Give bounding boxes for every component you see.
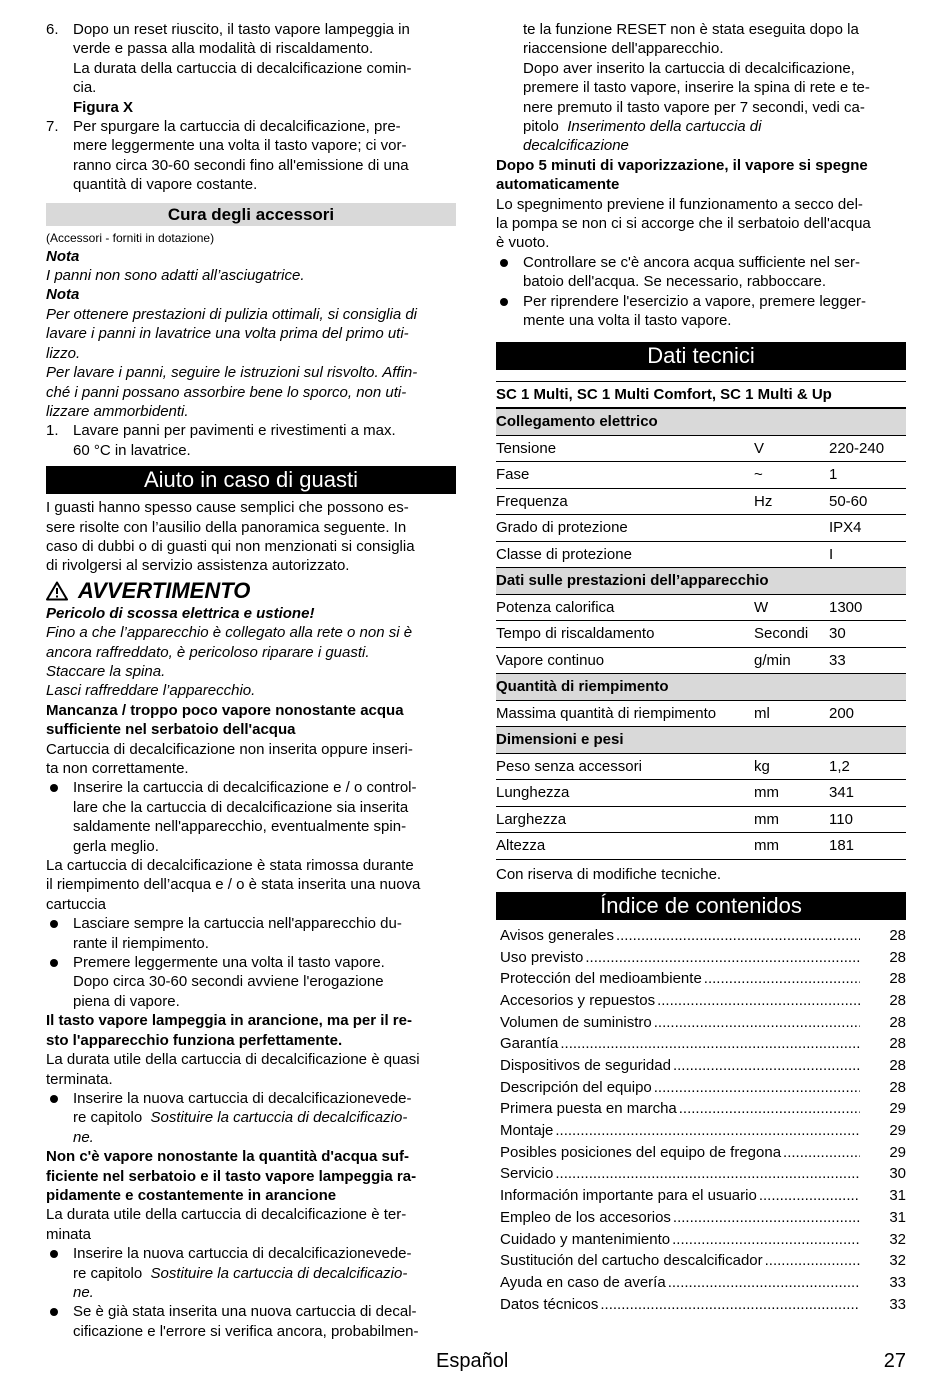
spec-label: Classe di protezione (496, 541, 754, 568)
text-line: rante il riempimento. (73, 934, 209, 952)
text-line: mere leggermente una volta il tasto vapore; ci vor- (73, 137, 407, 155)
remedy-bullet (496, 292, 906, 331)
note-label: Nota (46, 247, 80, 265)
troubleshooting-intro (46, 498, 456, 576)
spec-label: Grado di protezione (496, 515, 754, 542)
text-span: re capitolo (73, 1264, 151, 1282)
fault-cause (46, 856, 456, 914)
text-line: Cartuccia di decalcificazione non inserita oppure inseri- (46, 740, 413, 758)
bullet-icon (50, 1095, 58, 1103)
toc-title: Descripción del equipo (500, 1078, 652, 1096)
text-line: minata (46, 1225, 92, 1243)
toc-entry[interactable] (496, 1208, 906, 1230)
remedy-bullet (46, 914, 456, 953)
bullet-icon (50, 1308, 58, 1316)
toc-page-number: 28 (889, 1078, 906, 1096)
table-group-row (496, 674, 906, 701)
text-line: Fino a che l’apparecchio è collegato alla rete o non si è (46, 624, 413, 642)
text-line: Il tasto vapore lampeggia in arancione, ma per il re- (46, 1012, 412, 1030)
toc-entry[interactable] (496, 1034, 906, 1056)
text-line: Lasci raffreddare l’apparecchio. (46, 682, 256, 700)
note-text: I panni non sono adatti all’asciugatrice. (46, 267, 305, 285)
text-line: mente una volta il tasto vapore. (523, 312, 732, 330)
text-line: di rivolgersi al servizio assistenza autorizzato. (46, 557, 350, 575)
spec-unit: Hz (754, 488, 829, 515)
continued-bullet-text (496, 20, 906, 156)
fault-cause (46, 1205, 456, 1244)
toc-leader-dots (616, 926, 860, 945)
text-line: lizzo. (46, 344, 81, 362)
spec-unit (754, 541, 829, 568)
toc-entry[interactable] (496, 1143, 906, 1165)
toc-entry[interactable] (496, 1164, 906, 1186)
spec-value: 1300 (829, 594, 906, 621)
toc-entry[interactable] (496, 1078, 906, 1100)
text-line: Se è già stata inserita una nuova cartuccia di decal- (73, 1303, 417, 1321)
chapter-reference: Sostituire la cartuccia di decalcificazio- (150, 1264, 408, 1282)
fault-cause (496, 195, 906, 253)
spec-label: Altezza (496, 833, 754, 860)
spec-value: 1,2 (829, 753, 906, 780)
spec-value: IPX4 (829, 515, 906, 542)
text-line: automaticamente (496, 176, 620, 194)
step-7 (46, 117, 456, 195)
spec-unit: ~ (754, 462, 829, 489)
table-model-row (496, 381, 906, 408)
toc-page-number: 28 (889, 1057, 906, 1075)
spec-value: 220-240 (829, 435, 906, 462)
toc-entry[interactable] (496, 1013, 906, 1035)
text-line: Lavare panni per pavimenti e rivestimenti a max. (73, 422, 396, 440)
spec-label: Tensione (496, 435, 754, 462)
toc-entry[interactable] (496, 948, 906, 970)
text-line: Non c'è vapore nonostante la quantità d'acqua suf- (46, 1148, 410, 1166)
toc-entry[interactable] (496, 1121, 906, 1143)
table-row (496, 488, 906, 515)
toc-leader-dots (555, 1121, 860, 1140)
remedy-bullet (46, 1089, 456, 1147)
spec-value: I (829, 541, 906, 568)
text-line: sufficiente nel serbatoio dell'acqua (46, 721, 296, 739)
note-label: Nota (46, 286, 80, 304)
text-line: ancora raffreddato, è pericoloso riparare i guasti. (46, 643, 370, 661)
spec-label: Massima quantità di riempimento (496, 700, 754, 727)
toc-page-number: 28 (889, 926, 906, 944)
text-line: quantità di vapore costante. (73, 176, 258, 194)
note-text (46, 305, 456, 421)
step-number: 7. (46, 118, 59, 136)
spec-value: 200 (829, 700, 906, 727)
toc-page-number: 28 (889, 948, 906, 966)
spec-label: Fase (496, 462, 754, 489)
figure-reference: Figura X (73, 98, 134, 116)
warning-text (46, 623, 456, 701)
text-line: saldamente nell'apparecchio, eventualmente spin- (73, 818, 407, 836)
text-line: pidamente e costantemente in arancione (46, 1186, 337, 1204)
spec-value: 341 (829, 780, 906, 807)
text-line: Dopo aver inserito la cartuccia di decalcificazione, (523, 59, 855, 77)
table-row (496, 806, 906, 833)
toc-leader-dots (654, 1078, 860, 1097)
text-line: lavare i panni in lavatrice una volta prima del primo uti- (46, 325, 409, 343)
fault-cause (46, 1050, 456, 1089)
toc-page-number: 28 (889, 1013, 906, 1031)
text-line: Lo spegnimento previene il funzionamento a secco del- (496, 195, 863, 213)
spec-value: 30 (829, 621, 906, 648)
text-line: sto l'apparecchio funziona perfettamente. (46, 1031, 343, 1049)
remedy-bullet (496, 253, 906, 292)
text-line: caso di dubbi o di guasti qui non menzionati si consiglia (46, 537, 415, 555)
chapter-reference: Inserimento della cartuccia di (567, 118, 762, 136)
toc-title: Uso previsto (500, 948, 584, 966)
step-number: 6. (46, 21, 59, 38)
text-line: piena di vapore. (73, 992, 180, 1010)
group-title: Dati sulle prestazioni dell’apparecchio (496, 568, 906, 595)
table-group-row (496, 408, 906, 435)
spec-value: 50-60 (829, 488, 906, 515)
fault-cause (46, 740, 456, 779)
spec-label: Potenza calorifica (496, 594, 754, 621)
spec-unit: ml (754, 700, 829, 727)
toc-leader-dots (585, 948, 860, 967)
toc-page-number: 28 (889, 991, 906, 1009)
remedy-bullet (46, 778, 456, 856)
section-heading-accessory-care: Cura degli accessori (46, 203, 456, 226)
toc-leader-dots (668, 1273, 860, 1292)
toc-leader-dots (679, 1099, 860, 1118)
remedy-bullet (46, 1244, 456, 1302)
table-row (496, 462, 906, 489)
reserve-note: Con riserva di modifiche tecniche. (496, 865, 722, 883)
toc-page-number: 28 (889, 1035, 906, 1053)
table-row (496, 647, 906, 674)
spec-unit: V (754, 435, 829, 462)
toc-entry[interactable] (496, 1295, 906, 1317)
fault-title (46, 1147, 456, 1205)
table-row (496, 541, 906, 568)
bullet-icon (500, 259, 508, 267)
text-line: Mancanza / troppo poco vapore nonostante acqua (46, 701, 404, 719)
toc-title: Sustitución del cartucho descalcificador (500, 1252, 763, 1270)
text-line: sere risolte con l’ausilio della panoramica seguente. In (46, 518, 407, 536)
table-row (496, 780, 906, 807)
table-row (496, 435, 906, 462)
spec-unit: W (754, 594, 829, 621)
text-line: batoio dell'acqua. Se necessario, rabboccare. (523, 273, 827, 291)
text-line: riaccensione dell'apparecchio. (523, 40, 724, 58)
toc-leader-dots (560, 1034, 860, 1053)
table-row (496, 753, 906, 780)
toc-title: Servicio (500, 1165, 554, 1183)
table-group-row (496, 568, 906, 595)
spec-unit: kg (754, 753, 829, 780)
toc-leader-dots (673, 1208, 860, 1227)
text-line: Dopo circa 30-60 secondi avviene l'erogazione (73, 973, 384, 991)
toc-title: Protección del medioambiente (500, 970, 702, 988)
bullet-icon (50, 1250, 58, 1258)
bullet-icon (500, 298, 508, 306)
text-line: Dopo 5 minuti di vaporizzazione, il vapore si spegne (496, 156, 868, 174)
bullet-icon (50, 920, 58, 928)
group-title: Quantità di riempimento (496, 674, 906, 701)
spec-label: Lunghezza (496, 780, 754, 807)
spec-label: Frequenza (496, 488, 754, 515)
text-line: Premere leggermente una volta il tasto vapore. (73, 954, 385, 972)
toc-title: Montaje (500, 1122, 554, 1140)
text-line: la pompa se non ci si accorge che il serbatoio dell'acqua (496, 215, 871, 233)
text-line: gerla meglio. (73, 837, 159, 855)
toc-entry[interactable] (496, 1099, 906, 1121)
toc-entry[interactable] (496, 1186, 906, 1208)
toc-title: Accesorios y repuestos (500, 991, 656, 1009)
text-line: te la funzione RESET non è stata eseguita dopo la (523, 21, 859, 38)
spec-unit: mm (754, 833, 829, 860)
care-step-1 (46, 421, 456, 460)
spec-label: Tempo di riscaldamento (496, 621, 754, 648)
text-line: Staccare la spina. (46, 662, 166, 680)
toc-page-number: 32 (889, 1230, 906, 1248)
text-line: nere premuto il tasto vapore per 7 secondi, vedi ca- (523, 98, 865, 116)
toc-page-number: 31 (889, 1187, 906, 1205)
section-heading-toc: Índice de contenidos (496, 892, 906, 920)
step-6 (46, 20, 456, 117)
text-line: Per riprendere l'esercizio a vapore, premere legger- (523, 292, 867, 310)
text-line: lare che la cartuccia di decalcificazione sia inserita (73, 798, 409, 816)
toc-leader-dots (600, 1295, 860, 1314)
toc-leader-dots (555, 1164, 860, 1183)
toc-leader-dots (783, 1143, 860, 1162)
text-line (523, 117, 906, 136)
toc-page-number: 28 (889, 970, 906, 988)
toc-title: Información importante para el usuario (500, 1187, 757, 1205)
warning-subtitle: Pericolo di scossa elettrica e ustione! (46, 604, 315, 622)
toc-entry[interactable] (496, 991, 906, 1013)
bullet-icon (50, 959, 58, 967)
toc-page-number: 33 (889, 1295, 906, 1313)
toc-entry[interactable] (496, 1230, 906, 1252)
chapter-reference: Sostituire la cartuccia di decalcificazio- (150, 1109, 408, 1127)
spec-value: 110 (829, 806, 906, 833)
toc-page-number: 30 (889, 1165, 906, 1183)
text-line: terminata. (46, 1070, 113, 1088)
toc-page-number: 29 (889, 1143, 906, 1161)
text-line: La cartuccia di decalcificazione è stata rimossa durante (46, 857, 414, 875)
toc-title: Empleo de los accesorios (500, 1208, 671, 1226)
text-line: ranno circa 30-60 secondi fino all'emissione di una (73, 156, 409, 174)
toc-leader-dots (765, 1251, 860, 1270)
text-line: Per ottenere prestazioni di pulizia ottimali, si consiglia di (46, 305, 418, 323)
toc-leader-dots (672, 1230, 860, 1249)
toc-entry[interactable] (496, 1056, 906, 1078)
text-line: è vuoto. (496, 234, 550, 252)
table-row (496, 515, 906, 542)
text-line (73, 1264, 456, 1283)
section-heading-troubleshooting: Aiuto in caso di guasti (46, 466, 456, 494)
toc-page-number: 33 (889, 1273, 906, 1291)
group-title: Dimensioni e pesi (496, 727, 906, 754)
toc-entry[interactable] (496, 926, 906, 948)
bullet-icon (50, 784, 58, 792)
table-row (496, 594, 906, 621)
toc-title: Dispositivos de seguridad (500, 1057, 671, 1075)
text-line: ta non correttamente. (46, 760, 189, 777)
toc-entry[interactable] (496, 1251, 906, 1273)
toc-title: Garantía (500, 1035, 559, 1053)
right-column (496, 20, 906, 1316)
toc-leader-dots (759, 1186, 860, 1205)
page-number: 27 (883, 1350, 906, 1372)
text-line: lizzare ammorbidenti. (46, 402, 189, 420)
table-row (496, 700, 906, 727)
section-heading-technical-data: Dati tecnici (496, 342, 906, 370)
toc-page-number: 29 (889, 1122, 906, 1140)
table-of-contents (496, 926, 906, 1316)
spec-unit: g/min (754, 647, 829, 674)
text-line: Inserire la cartuccia di decalcificazione e / o control- (73, 779, 417, 797)
text-line: cartuccia (46, 895, 107, 913)
spec-unit (754, 515, 829, 542)
fault-title (496, 156, 906, 195)
text-line: cificazione e l'errore si verifica ancora, probabilmen- (73, 1322, 419, 1340)
toc-title: Datos técnicos (500, 1295, 599, 1313)
text-line: premere il tasto vapore, inserire la spina di rete e te- (523, 79, 870, 97)
toc-entry[interactable] (496, 1273, 906, 1295)
warning-triangle-icon (46, 581, 68, 601)
section-subtitle: (Accessori - forniti in dotazione) (46, 230, 215, 245)
toc-title: Posibles posiciones del equipo de fregona (500, 1143, 782, 1161)
text-line: Inserire la nuova cartuccia di decalcificazionevede- (73, 1089, 412, 1107)
text-line: La durata utile della cartuccia di decalcificazione è quasi (46, 1051, 420, 1069)
remedy-bullet (46, 953, 456, 1011)
text-line: ficiente nel serbatoio e il tasto vapore lampeggia ra- (46, 1167, 417, 1185)
spec-unit: mm (754, 780, 829, 807)
toc-title: Volumen de suministro (500, 1013, 652, 1031)
technical-data-table (496, 381, 906, 860)
toc-title: Primera puesta en marcha (500, 1100, 677, 1118)
text-line: Controllare se c'è ancora acqua sufficiente nel ser- (523, 253, 860, 271)
chapter-reference: ne. (73, 1283, 94, 1301)
table-row (496, 621, 906, 648)
table-group-row (496, 727, 906, 754)
spec-value: 33 (829, 647, 906, 674)
spec-label: Peso senza accessori (496, 753, 754, 780)
toc-page-number: 32 (889, 1252, 906, 1270)
text-line: Per spurgare la cartuccia di decalcificazione, pre- (73, 118, 401, 136)
spec-unit: Secondi (754, 621, 829, 648)
toc-page-number: 29 (889, 1100, 906, 1118)
text-line: Per lavare i panni, seguire le istruzioni sul risvolto. Affin- (46, 364, 418, 382)
toc-title: Ayuda en caso de avería (500, 1273, 666, 1291)
fault-title (46, 1011, 456, 1050)
text-line: Lasciare sempre la cartuccia nell'apparecchio du- (73, 915, 402, 933)
left-column (46, 20, 456, 1341)
text-line: Inserire la nuova cartuccia di decalcificazionevede- (73, 1245, 412, 1263)
group-title: Collegamento elettrico (496, 408, 906, 435)
chapter-reference: ne. (73, 1128, 94, 1146)
warning-title: AVVERTIMENTO (78, 577, 251, 603)
model-name: SC 1 Multi, SC 1 Multi Comfort, SC 1 Multi & Up (496, 381, 906, 408)
toc-leader-dots (654, 1013, 860, 1032)
spec-label: Vapore continuo (496, 647, 754, 674)
toc-entry[interactable] (496, 969, 906, 991)
table-row (496, 833, 906, 860)
toc-title: Avisos generales (500, 926, 614, 944)
text-line: 60 °C in lavatrice. (73, 441, 191, 459)
text-line: La durata utile della cartuccia di decalcificazione è ter- (46, 1206, 407, 1224)
text-span: pitolo (523, 118, 568, 136)
spec-value: 181 (829, 833, 906, 860)
text-line: il riempimento dell’acqua e / o è stata inserita una nuova (46, 876, 421, 894)
text-line: verde e passa alla modalità di riscaldamento. (73, 40, 374, 58)
footer-language: Español (436, 1350, 509, 1372)
text-line (73, 1108, 456, 1127)
chapter-reference: decalcificazione (523, 137, 629, 155)
toc-leader-dots (657, 991, 860, 1010)
text-line: La durata della cartuccia di decalcificazione comin- (73, 59, 412, 77)
spec-unit: mm (754, 806, 829, 833)
text-line: Dopo un reset riuscito, il tasto vapore lampeggia in (73, 21, 410, 38)
text-line: cia. (73, 79, 97, 97)
fault-title (46, 701, 456, 740)
step-number: 1. (46, 422, 59, 440)
remedy-bullet (46, 1302, 456, 1341)
toc-title: Cuidado y mantenimiento (500, 1230, 671, 1248)
spec-value: 1 (829, 462, 906, 489)
toc-leader-dots (704, 969, 860, 988)
text-span: re capitolo (73, 1109, 151, 1127)
spec-label: Larghezza (496, 806, 754, 833)
warning-heading (46, 578, 456, 604)
text-line: ché i panni possano assorbire bene lo sporco, non uti- (46, 383, 407, 401)
text-line: I guasti hanno spesso cause semplici che possono es- (46, 499, 409, 517)
toc-page-number: 31 (889, 1208, 906, 1226)
toc-leader-dots (673, 1056, 860, 1075)
